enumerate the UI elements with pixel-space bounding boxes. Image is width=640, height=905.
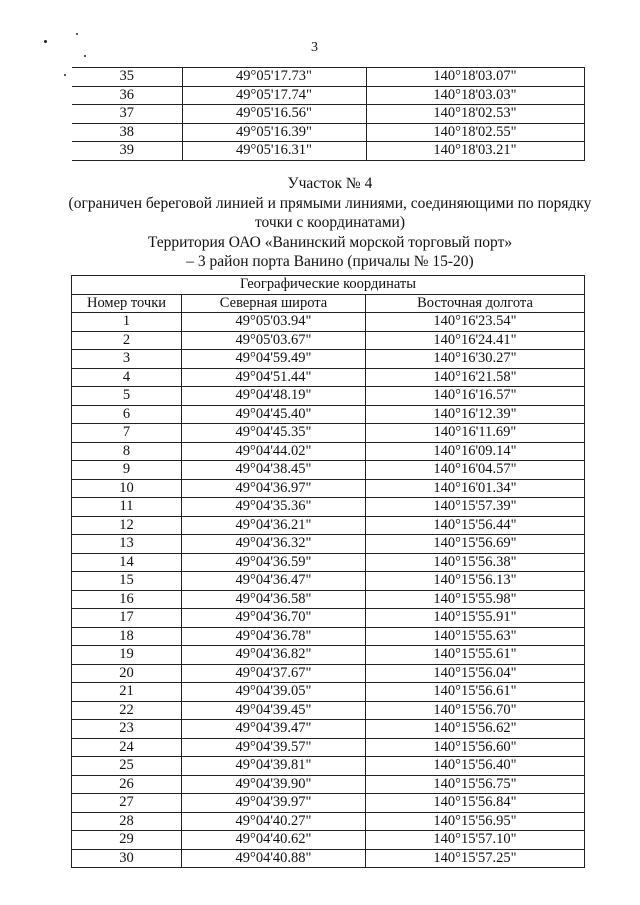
longitude-cell: 140°15'56.95" [366, 812, 585, 831]
longitude-cell: 140°15'57.39" [366, 498, 585, 517]
point-number-cell: 20 [72, 664, 182, 683]
point-number-cell: 39 [72, 142, 182, 161]
point-number-cell: 2 [72, 331, 182, 350]
longitude-cell: 140°16'24.41" [366, 331, 585, 350]
point-number-cell: 13 [72, 535, 182, 554]
table-body [72, 313, 585, 868]
point-number-cell: 8 [72, 442, 182, 461]
table-row [72, 142, 584, 161]
point-number-cell: 16 [72, 590, 182, 609]
table-row [72, 405, 585, 424]
longitude-cell: 140°15'56.60" [366, 738, 585, 757]
section-heading [60, 174, 600, 272]
point-number-cell: 25 [72, 757, 182, 776]
scan-speck [76, 33, 78, 35]
longitude-cell: 140°18'03.21" [366, 142, 584, 161]
table-row [72, 646, 585, 665]
latitude-cell: 49°05'16.31" [182, 142, 366, 161]
longitude-cell: 140°15'57.10" [366, 831, 585, 850]
longitude-cell: 140°16'23.54" [366, 313, 585, 332]
latitude-cell: 49°04'40.88" [182, 849, 366, 868]
scan-speck [64, 74, 66, 76]
continued-table-body [72, 68, 584, 161]
point-number-cell: 24 [72, 738, 182, 757]
table-row [72, 849, 585, 868]
latitude-cell: 49°04'40.27" [182, 812, 366, 831]
latitude-cell: 49°05'03.94" [182, 313, 366, 332]
table-row [72, 757, 585, 776]
point-number-cell: 5 [72, 387, 182, 406]
point-number-cell: 14 [72, 553, 182, 572]
longitude-cell: 140°15'56.84" [366, 794, 585, 813]
latitude-cell: 49°04'36.97" [182, 479, 366, 498]
table-row [72, 461, 585, 480]
point-number-cell: 21 [72, 683, 182, 702]
latitude-cell: 49°04'39.97" [182, 794, 366, 813]
longitude-cell: 140°16'09.14" [366, 442, 585, 461]
point-number-cell: 38 [72, 123, 182, 142]
latitude-cell: 49°04'39.81" [182, 757, 366, 776]
table-row [72, 609, 585, 628]
coordinates-table [71, 275, 585, 868]
point-number-cell: 23 [72, 720, 182, 739]
point-number-cell: 36 [72, 86, 182, 105]
section-territory-line: Территория ОАО «Ванинский морской торговый порт» [147, 233, 513, 251]
longitude-cell: 140°16'01.34" [366, 479, 585, 498]
group-header: Географические координаты [72, 276, 585, 295]
point-number-cell: 27 [72, 794, 182, 813]
point-number-cell: 3 [72, 350, 182, 369]
point-number-cell: 19 [72, 646, 182, 665]
table-row [72, 720, 585, 739]
longitude-cell: 140°16'12.39" [366, 405, 585, 424]
point-number-cell: 6 [72, 405, 182, 424]
latitude-cell: 49°04'36.78" [182, 627, 366, 646]
latitude-cell: 49°04'39.05" [182, 683, 366, 702]
latitude-cell: 49°04'39.45" [182, 701, 366, 720]
longitude-cell: 140°15'55.98" [366, 590, 585, 609]
table-row [72, 516, 585, 535]
longitude-cell: 140°15'56.38" [366, 553, 585, 572]
table-row [72, 572, 585, 591]
page-number: 3 [311, 40, 318, 55]
longitude-cell: 140°15'56.69" [366, 535, 585, 554]
latitude-cell: 49°04'38.45" [182, 461, 366, 480]
latitude-cell: 49°04'36.58" [182, 590, 366, 609]
column-header-latitude: Северная широта [182, 294, 366, 313]
latitude-cell: 49°05'16.56" [182, 105, 366, 124]
latitude-cell: 49°04'36.82" [182, 646, 366, 665]
point-number-cell: 9 [72, 461, 182, 480]
longitude-cell: 140°18'03.03" [366, 86, 584, 105]
table-row [72, 553, 585, 572]
latitude-cell: 49°04'36.70" [182, 609, 366, 628]
table-row [72, 313, 585, 332]
table-row [72, 627, 585, 646]
latitude-cell: 49°04'44.02" [182, 442, 366, 461]
table-row [72, 86, 584, 105]
latitude-cell: 49°05'17.73" [182, 68, 366, 87]
latitude-cell: 49°05'17.74" [182, 86, 366, 105]
latitude-cell: 49°04'39.47" [182, 720, 366, 739]
longitude-cell: 140°15'56.04" [366, 664, 585, 683]
longitude-cell: 140°15'56.13" [366, 572, 585, 591]
longitude-cell: 140°15'56.61" [366, 683, 585, 702]
latitude-cell: 49°04'48.19" [182, 387, 366, 406]
table-row [72, 123, 584, 142]
longitude-cell: 140°16'04.57" [366, 461, 585, 480]
table-row [72, 368, 585, 387]
table-row [72, 479, 585, 498]
point-number-cell: 28 [72, 812, 182, 831]
table-row [72, 831, 585, 850]
longitude-cell: 140°15'56.40" [366, 757, 585, 776]
latitude-cell: 49°04'39.90" [182, 775, 366, 794]
table-row [72, 812, 585, 831]
latitude-cell: 49°05'03.67" [182, 331, 366, 350]
table-header [72, 276, 585, 313]
continued-coordinates-table [72, 67, 585, 161]
latitude-cell: 49°04'36.59" [182, 553, 366, 572]
longitude-cell: 140°18'03.07" [366, 68, 584, 87]
latitude-cell: 49°04'39.57" [182, 738, 366, 757]
table-row [72, 775, 585, 794]
table-row [72, 590, 585, 609]
table-row [72, 664, 585, 683]
longitude-cell: 140°15'55.61" [366, 646, 585, 665]
point-number-cell: 26 [72, 775, 182, 794]
point-number-cell: 37 [72, 105, 182, 124]
table-row [72, 387, 585, 406]
section-description-line: (ограничен береговой линией и прямыми линиями, соединяющими по порядку [68, 194, 592, 212]
table-row [72, 331, 585, 350]
latitude-cell: 49°05'16.39" [182, 123, 366, 142]
point-number-cell: 17 [72, 609, 182, 628]
table-row [72, 105, 584, 124]
table-row [72, 350, 585, 369]
point-number-cell: 11 [72, 498, 182, 517]
point-number-cell: 35 [72, 68, 182, 87]
section-description-line: точки с координатами) [254, 214, 406, 231]
latitude-cell: 49°04'45.40" [182, 405, 366, 424]
table-row [72, 68, 584, 87]
longitude-cell: 140°18'02.55" [366, 123, 584, 142]
column-header-point-number: Номер точки [72, 294, 182, 313]
longitude-cell: 140°16'16.57" [366, 387, 585, 406]
point-number-cell: 15 [72, 572, 182, 591]
latitude-cell: 49°04'45.35" [182, 424, 366, 443]
table-row [72, 794, 585, 813]
latitude-cell: 49°04'37.67" [182, 664, 366, 683]
point-number-cell: 1 [72, 313, 182, 332]
point-number-cell: 12 [72, 516, 182, 535]
point-number-cell: 4 [72, 368, 182, 387]
table-row [72, 683, 585, 702]
latitude-cell: 49°04'35.36" [182, 498, 366, 517]
scan-speck [44, 40, 47, 43]
latitude-cell: 49°04'36.32" [182, 535, 366, 554]
longitude-cell: 140°15'55.63" [366, 627, 585, 646]
scan-speck [84, 55, 86, 57]
longitude-cell: 140°16'21.58" [366, 368, 585, 387]
latitude-cell: 49°04'59.49" [182, 350, 366, 369]
point-number-cell: 7 [72, 424, 182, 443]
section-territory-line: – 3 район порта Ванино (причалы № 15-20) [186, 253, 474, 270]
latitude-cell: 49°04'36.47" [182, 572, 366, 591]
point-number-cell: 29 [72, 831, 182, 850]
longitude-cell: 140°16'30.27" [366, 350, 585, 369]
latitude-cell: 49°04'51.44" [182, 368, 366, 387]
latitude-cell: 49°04'40.62" [182, 831, 366, 850]
longitude-cell: 140°15'56.75" [366, 775, 585, 794]
section-title: Участок № 4 [287, 175, 373, 192]
table-row [72, 442, 585, 461]
table-row [72, 535, 585, 554]
table-row [72, 498, 585, 517]
latitude-cell: 49°04'36.21" [182, 516, 366, 535]
longitude-cell: 140°15'57.25" [366, 849, 585, 868]
longitude-cell: 140°18'02.53" [366, 105, 584, 124]
longitude-cell: 140°15'56.62" [366, 720, 585, 739]
longitude-cell: 140°15'55.91" [366, 609, 585, 628]
table-row [72, 738, 585, 757]
table-row [72, 424, 585, 443]
point-number-cell: 18 [72, 627, 182, 646]
point-number-cell: 22 [72, 701, 182, 720]
table-row [72, 701, 585, 720]
longitude-cell: 140°15'56.70" [366, 701, 585, 720]
longitude-cell: 140°16'11.69" [366, 424, 585, 443]
column-header-longitude: Восточная долгота [366, 294, 585, 313]
point-number-cell: 10 [72, 479, 182, 498]
longitude-cell: 140°15'56.44" [366, 516, 585, 535]
point-number-cell: 30 [72, 849, 182, 868]
